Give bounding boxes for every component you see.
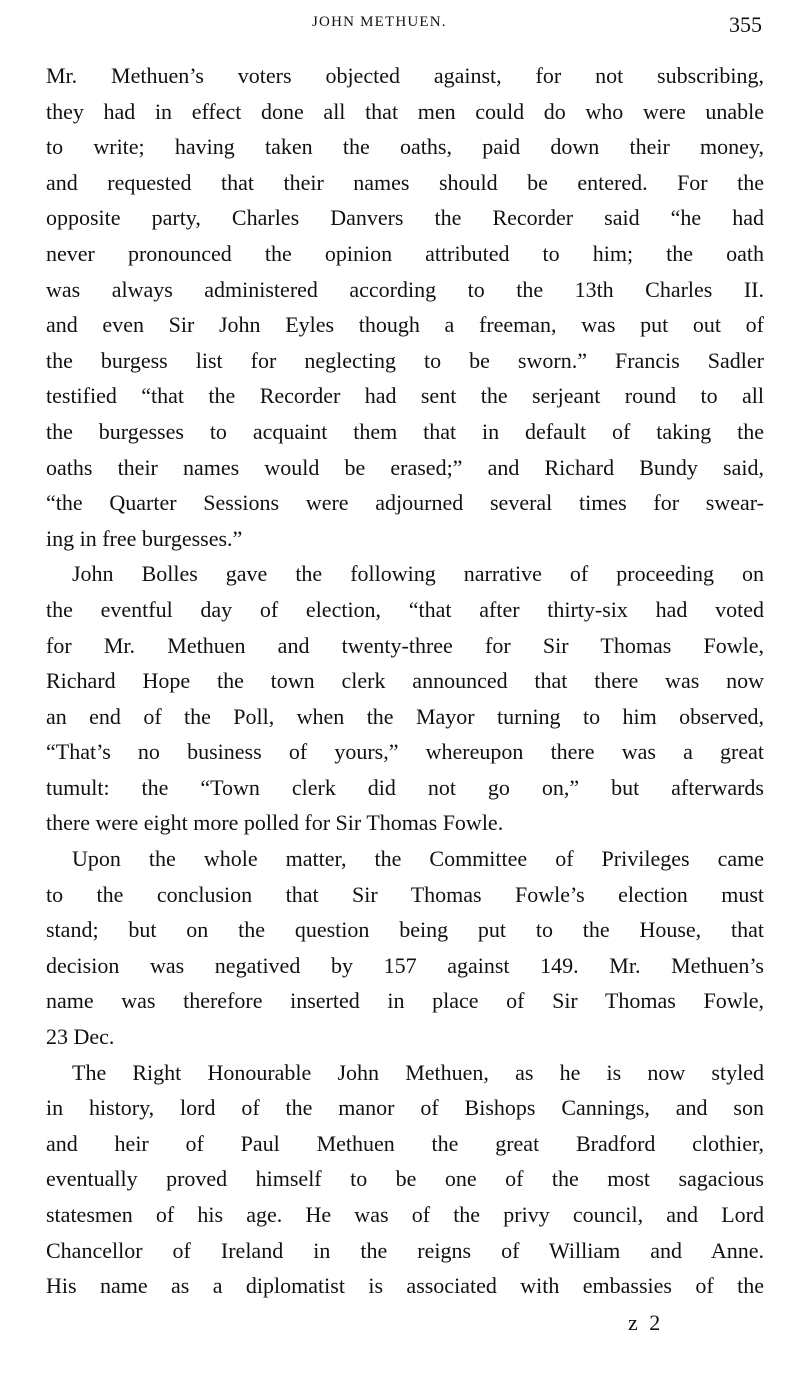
text-line: decision was negatived by 157 against 149. Mr. Methuen’s xyxy=(46,952,764,978)
running-head-title: JOHN METHUEN. xyxy=(312,14,447,30)
paragraph-end-line: there were eight more polled for Sir Thomas Fowle. xyxy=(46,810,504,836)
paragraph-end-line: 23 Dec. xyxy=(46,1024,115,1050)
body-text xyxy=(46,58,764,1304)
paragraph-first-line: The Right Honourable John Methuen, as he is now styled xyxy=(72,1059,764,1085)
text-line: oaths their names would be erased;” and Richard Bundy said, xyxy=(46,454,764,480)
text-line: name was therefore inserted in place of Sir Thomas Fowle, xyxy=(46,988,764,1014)
text-line: statesmen of his age. He was of the privy council, and Lord xyxy=(46,1202,764,1227)
text-line: never pronounced the opinion attributed to him; the oath xyxy=(46,240,764,266)
text-line: opposite party, Charles Danvers the Recorder said “he had xyxy=(46,205,764,231)
paragraph-first-line: John Bolles gave the following narrative of proceeding on xyxy=(72,561,764,587)
text-line: they had in effect done all that men could do who were unable xyxy=(46,98,764,124)
signature-mark: z 2 xyxy=(628,1310,664,1335)
text-line: “the Quarter Sessions were adjourned several times for swear- xyxy=(46,490,764,516)
paragraph-first-line: Upon the whole matter, the Committee of Privileges came xyxy=(72,846,764,872)
text-line: was always administered according to the 13th Charles II. xyxy=(46,276,764,302)
text-line: to write; having taken the oaths, paid down their money, xyxy=(46,134,764,160)
text-line: eventually proved himself to be one of the most sagacious xyxy=(46,1166,764,1192)
text-line: an end of the Poll, when the Mayor turning to him observed, xyxy=(46,703,764,729)
text-line: tumult: the “Town clerk did not go on,” but afterwards xyxy=(46,774,764,800)
text-line: the eventful day of election, “that after thirty-six had voted xyxy=(46,596,764,622)
text-line: Chancellor of Ireland in the reigns of William and Anne. xyxy=(46,1237,764,1263)
text-line: the burgess list for neglecting to be sworn.” Francis Sadler xyxy=(46,347,764,373)
text-line: for Mr. Methuen and twenty-three for Sir Thomas Fowle, xyxy=(46,632,764,658)
text-line: in history, lord of the manor of Bishops Cannings, and son xyxy=(46,1095,764,1121)
text-line: stand; but on the question being put to the House, that xyxy=(46,917,764,943)
paragraph-end-line: ing in free burgesses.” xyxy=(46,525,243,551)
text-line: and heir of Paul Methuen the great Bradford clothier, xyxy=(46,1130,764,1156)
text-line: His name as a diplomatist is associated with embassies of the xyxy=(46,1273,764,1299)
text-line: and even Sir John Eyles though a freeman, was put out of xyxy=(46,312,764,338)
text-line: to the conclusion that Sir Thomas Fowle’s election must xyxy=(46,881,764,907)
text-line: “That’s no business of yours,” whereupon there was a great xyxy=(46,739,764,765)
page-number: 355 xyxy=(729,12,762,37)
text-line: the burgesses to acquaint them that in default of taking the xyxy=(46,418,764,444)
text-line: and requested that their names should be entered. For the xyxy=(46,169,764,195)
text-line: Mr. Methuen’s voters objected against, for not subscribing, xyxy=(46,63,764,88)
text-line: Richard Hope the town clerk announced that there was now xyxy=(46,668,764,694)
text-line: testified “that the Recorder had sent the serjeant round to all xyxy=(46,383,764,409)
